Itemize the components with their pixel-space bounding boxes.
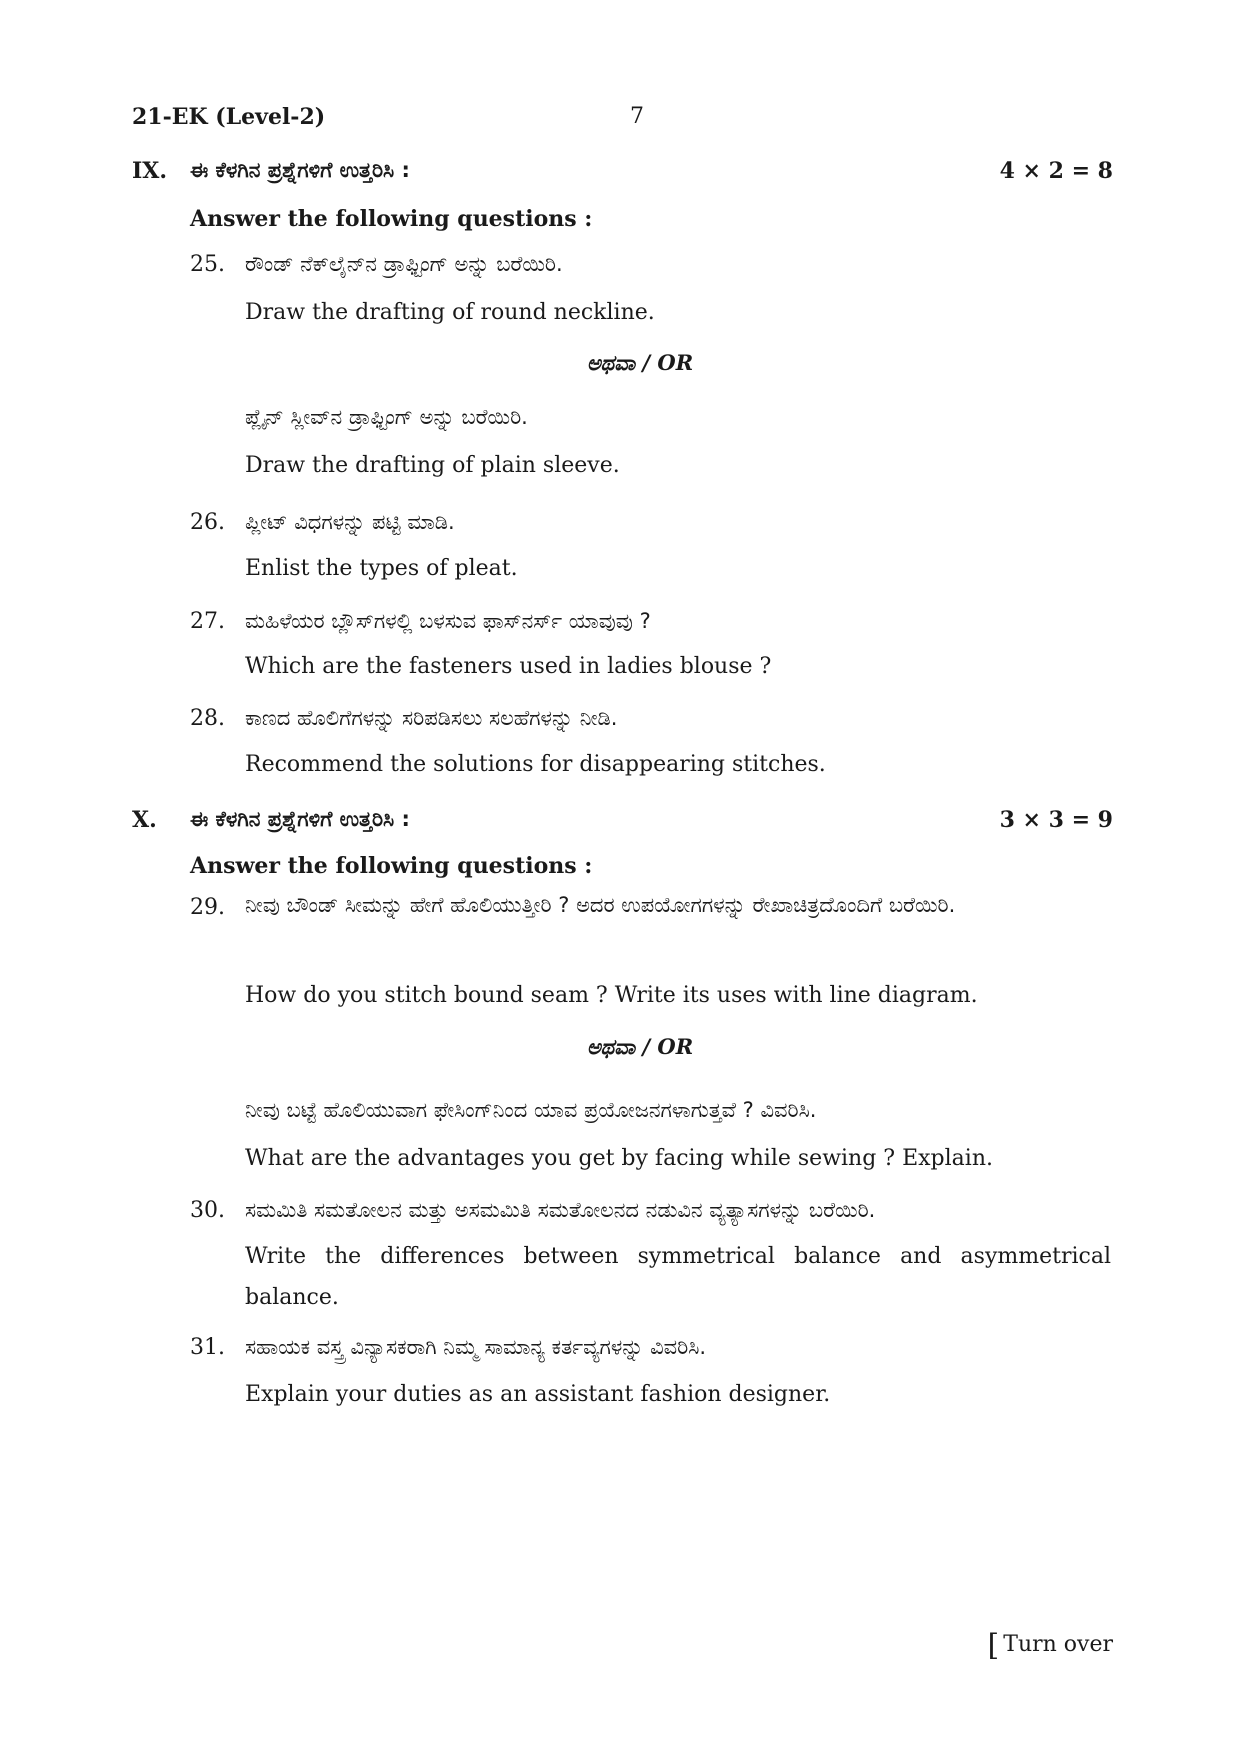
alternative-question-english: What are the advantages you get by facing while sewing ? Explain. [245,1146,993,1171]
question-number: 28. [190,706,225,731]
question-kannada: ಸಹಾಯಕ ವಸ್ತ್ರ ವಿನ್ಯಾಸಕರಾಗಿ ನಿಮ್ಮ ಸಾಮಾನ್ಯ ಕರ್ತವ್ಯಗಳನ್ನು ವಿವರಿಸಿ. [245,1335,707,1359]
section-number: X. [132,807,157,833]
section-instruction-kannada: ಈ ಕೆಳಗಿನ ಪ್ರಶ್ನೆಗಳಿಗೆ ಉತ್ತರಿಸಿ : [190,807,410,831]
question-number: 26. [190,510,225,535]
question-english: Explain your duties as an assistant fashion designer. [245,1382,831,1407]
section-marks: 4 × 2 = 8 [999,158,1113,184]
question-english: Write the differences between symmetrical balance and asymmetrical balance. [245,1244,1111,1310]
question-english: Recommend the solutions for disappearing stitches. [245,752,826,777]
question-english: Which are the fasteners used in ladies blouse ? [245,654,772,679]
question-number: 29. [190,895,225,920]
section-number: IX. [132,158,168,184]
section-instruction-english: Answer the following questions : [190,853,593,879]
question-number: 25. [190,252,225,277]
question-number: 27. [190,609,225,634]
question-kannada: ಸಮಮಿತಿ ಸಮತೋಲನ ಮತ್ತು ಅಸಮಮಿತಿ ಸಮತೋಲನದ ನಡುವಿನ ವ್ಯತ್ಯಾಸಗಳನ್ನು ಬರೆಯಿರಿ. [245,1198,876,1222]
alternative-question-english: Draw the drafting of plain sleeve. [245,453,620,478]
question-english: Enlist the types of pleat. [245,556,518,581]
paper-code: 21-EK (Level-2) [132,104,326,130]
turn-over-label: Turn over [1003,1632,1113,1657]
bracket-glyph: [ [987,1628,1000,1663]
question-english: How do you stitch bound seam ? Write its uses with line diagram. [245,983,978,1008]
question-kannada: ಪ್ಲೀಟ್ ವಿಧಗಳನ್ನು ಪಟ್ಟಿ ಮಾಡಿ. [245,510,455,534]
question-number: 30. [190,1198,225,1223]
or-separator: / [635,1034,658,1059]
question-number: 31. [190,1335,225,1360]
question-kannada: ನೀವು ಬೌಂಡ್ ಸೀಮನ್ನು ಹೇಗೆ ಹೊಲಿಯುತ್ತೀರಿ ? ಅದರ ಉಪಯೋಗಗಳನ್ನು ರೇಖಾಚಿತ್ರದೊಂದಿಗೆ ಬರೆಯಿರಿ. [245,893,956,917]
or-label-english: OR [657,1034,694,1059]
or-label-kannada: ಅಥವಾ [586,1035,636,1059]
or-divider [0,1034,1241,1060]
or-label-kannada: ಅಥವಾ [586,351,636,375]
section-marks: 3 × 3 = 9 [999,807,1113,833]
section-instruction-english: Answer the following questions : [190,206,593,232]
question-english: Draw the drafting of round neckline. [245,300,655,325]
question-kannada: ಕಾಣದ ಹೊಲಿಗೆಗಳನ್ನು ಸರಿಪಡಿಸಲು ಸಲಹೆಗಳನ್ನು ನೀಡಿ. [245,706,618,730]
question-kannada: ರೌಂಡ್ ನೆಕ್‌ಲೈನ್‌ನ ಡ್ರಾಫ್ಟಿಂಗ್ ಅನ್ನು ಬರೆಯಿರಿ. [245,252,563,276]
or-divider [0,350,1241,376]
or-label-english: OR [657,350,694,375]
alternative-question-kannada: ಪ್ಲೈನ್ ಸ್ಲೀವ್‌ನ ಡ್ರಾಫ್ಟಿಂಗ್ ಅನ್ನು ಬರೆಯಿರಿ. [245,405,528,429]
question-kannada: ಮಹಿಳೆಯರ ಬ್ಲೌಸ್‌ಗಳಲ್ಲಿ ಬಳಸುವ ಫಾಸ್‌ನರ್ಸ್ ಯಾವುವು ? [245,609,651,633]
turn-over-note [988,1628,1113,1663]
alternative-question-kannada: ನೀವು ಬಟ್ಟೆ ಹೊಲಿಯುವಾಗ ಫೇಸಿಂಗ್‌ನಿಂದ ಯಾವ ಪ್ರಯೋಜನಗಳಾಗುತ್ತವೆ ? ವಿವರಿಸಿ. [245,1098,817,1122]
page-number: 7 [630,104,644,129]
or-separator: / [635,350,658,375]
section-instruction-kannada: ಈ ಕೆಳಗಿನ ಪ್ರಶ್ನೆಗಳಿಗೆ ಉತ್ತರಿಸಿ : [190,158,410,182]
